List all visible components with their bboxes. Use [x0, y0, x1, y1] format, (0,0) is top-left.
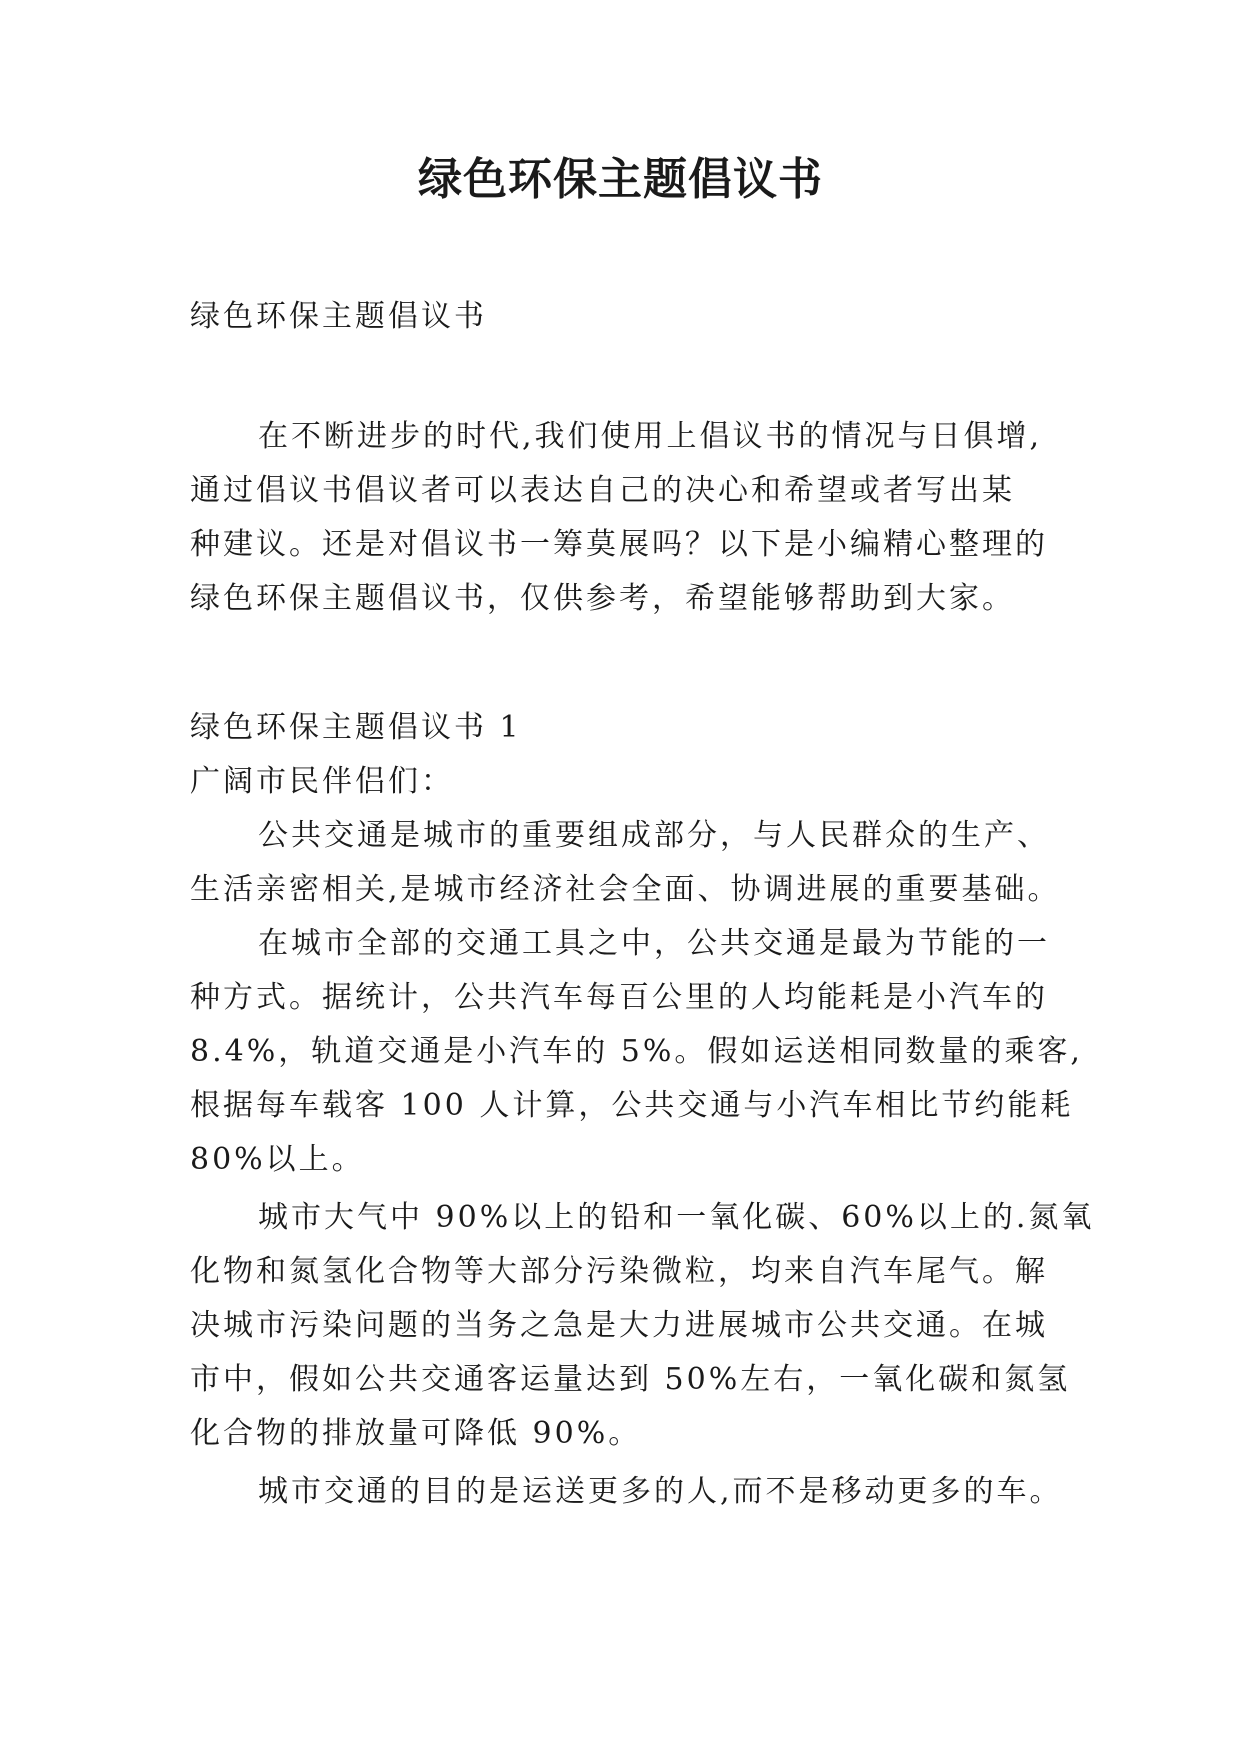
- paragraph-line: 80%以上。: [190, 1142, 365, 1177]
- document-title: 绿色环保主题倡议书: [418, 154, 823, 205]
- intro-line: 通过倡议书倡议者可以表达自己的决心和希望或者写出某: [190, 473, 1015, 508]
- paragraph-line: 化合物的排放量可降低 90%。: [190, 1416, 642, 1451]
- intro-paragraph: [190, 410, 1060, 626]
- body-paragraph: [190, 1465, 1063, 1519]
- paragraph-line: 城市大气中 90%以上的铅和一氧化碳、60%以上的.氮氧: [258, 1200, 1095, 1235]
- body-paragraphs: [190, 809, 1095, 1519]
- paragraph-line: 决城市污染问题的当务之急是大力进展城市公共交通。在城: [190, 1308, 1048, 1343]
- paragraph-line: 公共交通是城市的重要组成部分，与人民群众的生产、: [258, 818, 1050, 853]
- body-paragraph: [190, 917, 1083, 1187]
- paragraph-line: 化物和氮氢化合物等大部分污染微粒，均来自汽车尾气。解: [190, 1254, 1048, 1289]
- paragraph-line: 种方式。据统计，公共汽车每百公里的人均能耗是小汽车的: [190, 980, 1048, 1015]
- paragraph-line: 生活亲密相关,是城市经济社会全面、协调进展的重要基础。: [190, 872, 1061, 907]
- body-paragraph: [190, 809, 1060, 917]
- intro-line: 在不断进步的时代,我们使用上倡议书的情况与日俱增,: [258, 419, 1043, 454]
- document-subtitle: [190, 290, 1060, 344]
- paragraph-line: 根据每车载客 100 人计算，公共交通与小汽车相比节约能耗: [190, 1088, 1074, 1123]
- paragraph-line: 8.4%，轨道交通是小汽车的 5%。假如运送相同数量的乘客,: [190, 1034, 1083, 1069]
- section-heading: [190, 701, 1060, 755]
- salutation-line: 广阔市民伴侣们：: [190, 764, 454, 799]
- paragraph-line: 城市交通的目的是运送更多的人,而不是移动更多的车。: [258, 1474, 1063, 1509]
- body-paragraph: [190, 1191, 1095, 1461]
- intro-line: 种建议。还是对倡议书一筹莫展吗？以下是小编精心整理的: [190, 527, 1048, 562]
- salutation: [190, 755, 1060, 809]
- paragraph-line: 市中，假如公共交通客运量达到 50%左右，一氧化碳和氮氢: [190, 1362, 1071, 1397]
- paragraph-line: 在城市全部的交通工具之中，公共交通是最为节能的一: [258, 926, 1050, 961]
- section-heading-line: 绿色环保主题倡议书 1: [190, 710, 522, 745]
- subtitle-line: 绿色环保主题倡议书: [190, 299, 487, 334]
- intro-line: 绿色环保主题倡议书，仅供参考，希望能够帮助到大家。: [190, 581, 1015, 616]
